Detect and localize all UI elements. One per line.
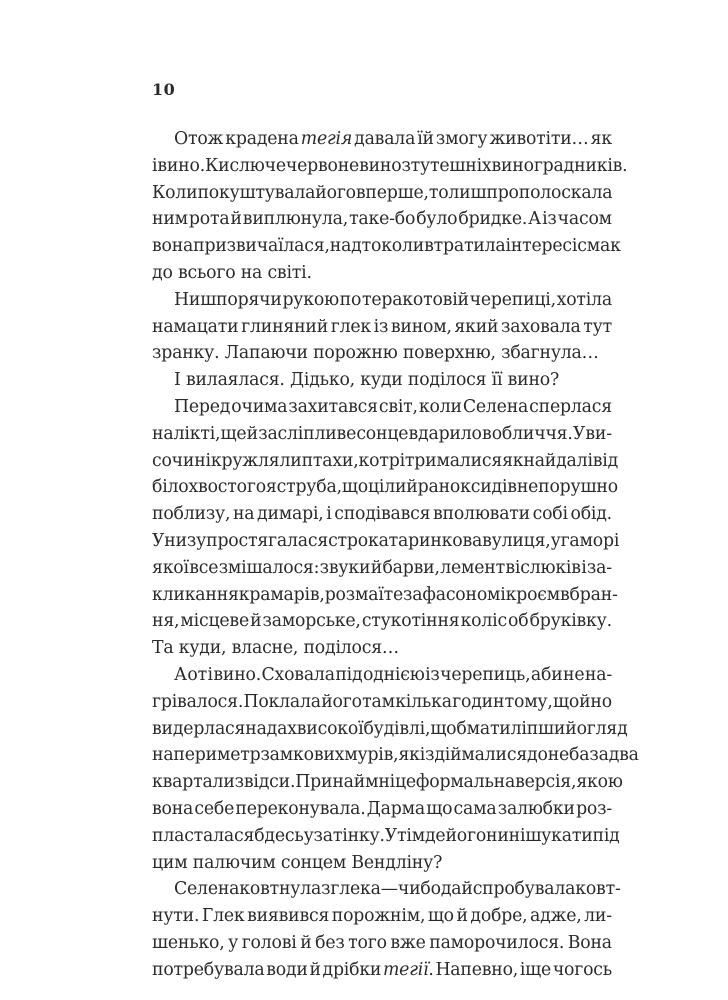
- word: їй: [417, 129, 434, 149]
- word: мурів,: [344, 745, 399, 766]
- word: якою: [576, 772, 623, 793]
- word: У: [572, 423, 586, 444]
- word: і: [571, 236, 578, 257]
- word: і: [207, 664, 213, 685]
- word: все: [189, 557, 219, 578]
- word: коліс: [460, 611, 507, 632]
- word: формальна: [415, 772, 516, 793]
- text-line: [152, 340, 612, 367]
- word: нути.: [152, 906, 200, 927]
- text-line: [152, 233, 621, 260]
- word: щойно: [553, 691, 612, 712]
- word: чи: [397, 879, 421, 900]
- word: куди,: [178, 638, 227, 659]
- word: й: [370, 557, 383, 578]
- word: Утім: [384, 825, 425, 846]
- word: заховала: [501, 316, 581, 337]
- word: який: [454, 316, 499, 337]
- word: животіти…: [489, 129, 589, 149]
- word: рота: [188, 209, 230, 230]
- word: це: [394, 772, 416, 793]
- word: периметр: [173, 745, 261, 766]
- word: б: [254, 825, 265, 846]
- word: гаморі: [560, 530, 620, 551]
- page-number: 10: [152, 80, 176, 99]
- word: тутешніх: [410, 155, 492, 176]
- word: вином,: [390, 316, 452, 337]
- word: на: [232, 504, 255, 525]
- word: на-: [584, 664, 612, 685]
- word: виноградників.: [491, 155, 628, 176]
- word: сама: [453, 798, 497, 819]
- text-line: [152, 823, 620, 850]
- word: виплюнула,: [242, 209, 349, 230]
- word: сонцем: [280, 852, 347, 873]
- word: куди: [360, 370, 403, 391]
- word: й: [456, 906, 468, 927]
- word: інтерес: [505, 236, 572, 257]
- word: вперше,: [355, 182, 429, 203]
- word: із: [373, 316, 389, 337]
- text-line: [152, 501, 612, 528]
- word: огляд: [576, 718, 628, 739]
- word: квартали: [152, 772, 235, 793]
- word: тегія: [300, 129, 353, 149]
- word: лікті,: [173, 423, 221, 444]
- word: сочині: [152, 450, 211, 471]
- word: виявився: [247, 906, 330, 927]
- text-line: [152, 930, 612, 957]
- text-line: [152, 662, 612, 689]
- word: щоб: [430, 718, 467, 739]
- text-line: [152, 796, 612, 823]
- text-line: [152, 555, 612, 582]
- text-line: [152, 287, 612, 314]
- word: Перед: [174, 396, 231, 417]
- text-line: [152, 769, 623, 796]
- word: і: [581, 557, 587, 578]
- word: віслюків: [505, 557, 581, 578]
- word: черепиць,: [440, 664, 531, 685]
- word: ли-: [584, 906, 612, 927]
- word: залюбки: [497, 798, 575, 819]
- text-line: [152, 314, 612, 341]
- word: Лапаючи: [224, 343, 308, 364]
- word: до: [527, 745, 548, 766]
- word: із: [542, 209, 557, 230]
- word: його: [315, 182, 356, 203]
- word: Поклала: [243, 691, 321, 712]
- word: призвичаїлася,: [193, 236, 330, 257]
- word: Вендліну?: [351, 852, 443, 873]
- word: дах: [266, 718, 297, 739]
- word: й: [230, 209, 242, 230]
- word: збагнула…: [501, 343, 599, 364]
- word: кликання: [152, 584, 239, 605]
- body-text: [152, 126, 639, 984]
- word: ковт-: [575, 879, 621, 900]
- word: під: [335, 664, 363, 685]
- word: лиш: [448, 182, 487, 203]
- text-line: [152, 742, 639, 769]
- word: себе: [194, 798, 235, 819]
- word: ковтнула: [239, 879, 322, 900]
- word: якої: [152, 557, 189, 578]
- word: шукати: [525, 825, 593, 846]
- word: у: [550, 530, 561, 551]
- word: змішалося:: [218, 557, 320, 578]
- word: кружляли: [210, 450, 302, 471]
- word: давала: [354, 129, 416, 149]
- word: вбран-: [560, 584, 618, 605]
- word: й: [250, 611, 262, 632]
- word: покуштувала: [197, 182, 316, 203]
- word: ня,: [152, 611, 180, 632]
- word: обличчя.: [491, 423, 573, 444]
- word: годин: [452, 691, 505, 712]
- word: коли: [418, 396, 462, 417]
- word: втратила: [424, 236, 506, 257]
- word: теракотовій: [361, 289, 469, 310]
- word: вино: [359, 155, 402, 176]
- word: кілька: [395, 691, 452, 712]
- word: прополоскала: [486, 182, 613, 203]
- word: об: [508, 611, 529, 632]
- word: вполювати: [432, 504, 530, 525]
- word: зранку.: [152, 343, 220, 364]
- word: в: [481, 423, 492, 444]
- text-line: [152, 957, 612, 984]
- word: засліпливе: [258, 423, 357, 444]
- word: ви-: [585, 423, 612, 444]
- text-line: [152, 394, 612, 421]
- word: очима: [231, 396, 288, 417]
- word: неба: [547, 745, 590, 766]
- word: то: [428, 182, 449, 203]
- word: вдарило: [408, 423, 482, 444]
- word: як: [590, 129, 612, 149]
- text-line: [152, 206, 612, 233]
- word: поділося: [407, 370, 487, 391]
- word: голові: [241, 932, 297, 953]
- word: ранок: [417, 477, 471, 498]
- word: надто: [329, 236, 382, 257]
- word: звідси.: [234, 772, 296, 793]
- word: замкових: [260, 745, 345, 766]
- word: Глек: [201, 906, 245, 927]
- word: власне,: [231, 638, 299, 659]
- word: тегії.: [383, 959, 434, 980]
- word: однією: [362, 664, 425, 685]
- word: переконувала.: [235, 798, 366, 819]
- text-line: [152, 421, 612, 448]
- word: за: [589, 745, 609, 766]
- word: місцеве: [180, 611, 249, 632]
- word: рукою: [282, 289, 339, 310]
- text-line: [152, 582, 618, 609]
- word: строката: [328, 530, 409, 551]
- word: вона: [152, 798, 194, 819]
- word: було: [416, 209, 458, 230]
- word: фасоном: [422, 584, 501, 605]
- word: сподівався: [334, 504, 431, 525]
- word: до: [152, 262, 173, 283]
- word: намацати: [152, 316, 239, 337]
- word: розмаїте: [324, 584, 404, 605]
- word: дрібки: [322, 959, 382, 980]
- word: світ,: [378, 396, 418, 417]
- word: що: [427, 906, 454, 927]
- word: добре,: [470, 906, 528, 927]
- word: якнайдалі: [502, 450, 593, 471]
- word: затінку.: [313, 825, 385, 846]
- word: Вона: [567, 932, 612, 953]
- word: —: [380, 879, 398, 900]
- word: Напевно,: [435, 959, 519, 980]
- word: з: [401, 155, 411, 176]
- word: на: [240, 262, 263, 283]
- word: порожню: [313, 343, 398, 364]
- word: світі.: [267, 262, 312, 283]
- word: у: [303, 825, 314, 846]
- text-line: [152, 448, 619, 475]
- word: тут: [583, 316, 612, 337]
- word: Та: [152, 638, 174, 659]
- word: під: [592, 825, 620, 846]
- word: на: [152, 423, 174, 444]
- word: за-: [586, 557, 612, 578]
- word: всього: [177, 262, 236, 283]
- word: червоне: [285, 155, 360, 176]
- word: сидів: [470, 477, 517, 498]
- word: димарі,: [257, 504, 324, 525]
- word: Селена: [462, 396, 529, 417]
- word: Дідько,: [290, 370, 355, 391]
- word: поверхню,: [402, 343, 496, 364]
- word: високої: [296, 718, 364, 739]
- word: глека: [330, 879, 381, 900]
- word: потребувала: [152, 959, 265, 980]
- word: пласталася: [152, 825, 255, 846]
- word: яструба,: [265, 477, 342, 498]
- word: на: [152, 745, 174, 766]
- word: вилаялася.: [185, 370, 285, 391]
- word: кроєм: [505, 584, 560, 605]
- word: порожнім,: [331, 906, 426, 927]
- word: Нишпорячи: [174, 289, 282, 310]
- word: цим: [152, 852, 188, 873]
- word: вино.: [213, 664, 262, 685]
- word: черепиці,: [469, 289, 556, 310]
- word: де: [424, 825, 446, 846]
- word: звуки: [319, 557, 371, 578]
- word: вино?: [507, 370, 560, 391]
- word: по: [339, 289, 362, 310]
- word: захитався: [288, 396, 378, 417]
- word: білохвостого: [152, 477, 266, 498]
- word: обід.: [570, 504, 612, 525]
- word: ринкова: [408, 530, 483, 551]
- word: версія,: [515, 772, 577, 793]
- word: птахи,: [301, 450, 359, 471]
- word: вулиця,: [482, 530, 551, 551]
- word: Селена: [174, 879, 240, 900]
- word: Дарма: [366, 798, 425, 819]
- word: непорушно: [516, 477, 618, 498]
- word: змогу: [435, 129, 488, 149]
- text-line: [152, 608, 612, 635]
- text-line: [152, 180, 612, 207]
- word: Отож: [174, 129, 224, 149]
- word: на: [245, 718, 267, 739]
- word: без: [315, 932, 345, 953]
- word: спробувала: [472, 879, 576, 900]
- word: поділося…: [303, 638, 400, 659]
- word: лемент: [440, 557, 505, 578]
- word: й: [309, 959, 321, 980]
- word: вже: [390, 932, 426, 953]
- text-line: [152, 126, 612, 153]
- word: тому,: [504, 691, 553, 712]
- word: нині: [486, 825, 526, 846]
- word: Принаймні: [295, 772, 395, 793]
- text-line: [152, 474, 618, 501]
- word: крамарів,: [238, 584, 325, 605]
- word: від: [592, 450, 619, 471]
- word: не: [563, 664, 585, 685]
- word: бодай: [420, 879, 473, 900]
- word: які: [398, 745, 426, 766]
- word: мати: [466, 718, 511, 739]
- word: паморочилося.: [429, 932, 565, 953]
- word: А: [174, 664, 187, 685]
- word: його: [445, 825, 487, 846]
- word: хотіла: [556, 289, 612, 310]
- text-line: [152, 903, 612, 930]
- word: палючим: [192, 852, 276, 873]
- word: трималися: [404, 450, 503, 471]
- word: таке-бо: [349, 209, 416, 230]
- word: часом: [557, 209, 612, 230]
- word: от: [187, 664, 207, 685]
- word: там: [362, 691, 395, 712]
- word: цілий: [367, 477, 418, 498]
- word: здіймалися: [425, 745, 528, 766]
- word: будівлі,: [363, 718, 431, 739]
- word: Коли: [152, 182, 198, 203]
- word: Сховала: [261, 664, 335, 685]
- word: смак: [577, 236, 621, 257]
- word: й: [300, 932, 312, 953]
- word: її: [491, 370, 503, 391]
- text-line: [152, 689, 612, 716]
- word: бруківку.: [529, 611, 612, 632]
- word: з: [321, 879, 331, 900]
- word: і: [152, 155, 158, 176]
- word: котрі: [358, 450, 405, 471]
- word: простягалася: [206, 530, 329, 551]
- word: у: [228, 932, 239, 953]
- word: грівалося.: [152, 691, 244, 712]
- word: поблизу,: [152, 504, 231, 525]
- word: крадена: [225, 129, 299, 149]
- word: А: [528, 209, 542, 230]
- word: що: [426, 798, 453, 819]
- word: ще: [220, 423, 247, 444]
- word: барви,: [382, 557, 440, 578]
- word: і: [326, 504, 332, 525]
- word: за: [403, 584, 423, 605]
- word: собі: [532, 504, 568, 525]
- word: іще: [519, 959, 552, 980]
- word: ліпший: [510, 718, 577, 739]
- word: води: [266, 959, 308, 980]
- word: того: [348, 932, 387, 953]
- word: глиняний: [241, 316, 329, 337]
- word: коли: [381, 236, 425, 257]
- word: чогось: [552, 959, 612, 980]
- text-line: [152, 635, 612, 662]
- word: два: [608, 745, 639, 766]
- text-line: [152, 153, 628, 180]
- word: бридке.: [458, 209, 528, 230]
- word: і: [500, 584, 506, 605]
- text-line: [152, 876, 621, 903]
- text-line: [152, 850, 612, 877]
- word: І: [174, 370, 181, 391]
- word: аби: [530, 664, 563, 685]
- word: заморське,: [262, 611, 361, 632]
- word: що: [341, 477, 368, 498]
- word: із: [425, 664, 440, 685]
- word: ним: [152, 209, 188, 230]
- word: роз-: [576, 798, 612, 819]
- word: Кислюче: [205, 155, 286, 176]
- word: видерлася: [152, 718, 246, 739]
- word: стукотіння: [361, 611, 460, 632]
- word: його: [321, 691, 362, 712]
- word: шенько,: [152, 932, 225, 953]
- word: Унизу: [152, 530, 207, 551]
- text-line: [152, 260, 612, 287]
- word: вона: [152, 236, 194, 257]
- word: сперлася: [529, 396, 612, 417]
- word: сонце: [356, 423, 409, 444]
- word: глек: [330, 316, 371, 337]
- text-line: [152, 528, 620, 555]
- word: вино.: [157, 155, 205, 176]
- word: й: [246, 423, 258, 444]
- text-line: [152, 367, 612, 394]
- text-line: [152, 716, 628, 743]
- word: десь: [264, 825, 304, 846]
- word: адже,: [530, 906, 582, 927]
